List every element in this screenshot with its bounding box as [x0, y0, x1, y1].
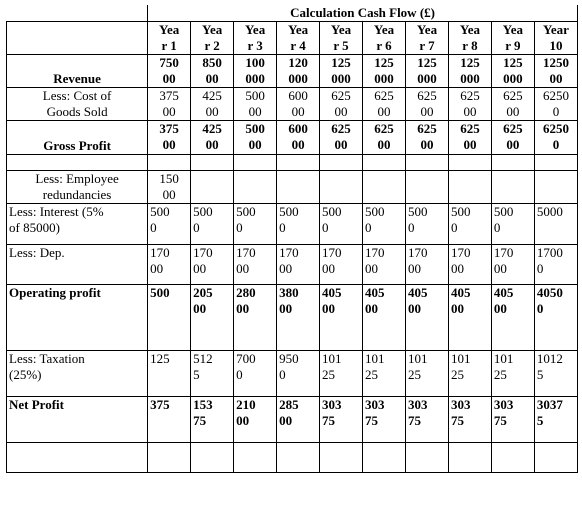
cogs-cell: 6250 0	[534, 88, 577, 121]
taxation-cell: 512 5	[191, 351, 234, 397]
table-title: Calculation Cash Flow (£)	[148, 5, 578, 22]
operating-profit-cell: 205 00	[191, 285, 234, 351]
revenue-cell: 125 000	[448, 55, 491, 88]
cash-flow-table	[6, 5, 578, 473]
revenue-cell: 125 000	[320, 55, 363, 88]
net-profit-cell: 285 00	[277, 397, 320, 443]
taxation-cell: 101 25	[363, 351, 406, 397]
revenue-cell: 850 00	[191, 55, 234, 88]
taxation-cell: 1012 5	[534, 351, 577, 397]
operating-profit-cell: 280 00	[234, 285, 277, 351]
revenue-cell: 125 000	[491, 55, 534, 88]
interest-label: Less: Interest (5% of 85000)	[7, 204, 148, 245]
net-profit-cell: 303 75	[491, 397, 534, 443]
gross-profit-label: Gross Profit	[7, 121, 148, 155]
cogs-cell: 625 00	[363, 88, 406, 121]
net-profit-cell: 303 75	[320, 397, 363, 443]
operating-profit-cell: 405 00	[491, 285, 534, 351]
revenue-cell: 1250 00	[534, 55, 577, 88]
gross-profit-cell: 625 00	[448, 121, 491, 155]
revenue-cell: 750 00	[148, 55, 191, 88]
year-header-7: Yea r 7	[405, 22, 448, 55]
dep-cell: 170 00	[405, 245, 448, 285]
revenue-cell: 120 000	[277, 55, 320, 88]
gross-profit-cell: 600 00	[277, 121, 320, 155]
revenue-cell: 125 000	[405, 55, 448, 88]
gross-profit-cell: 500 00	[234, 121, 277, 155]
interest-cell: 500 0	[277, 204, 320, 245]
year-header-9: Yea r 9	[491, 22, 534, 55]
interest-cell: 500 0	[234, 204, 277, 245]
cogs-row	[7, 88, 578, 121]
taxation-label: Less: Taxation (25%)	[7, 351, 148, 397]
dep-cell: 1700 0	[534, 245, 577, 285]
cogs-cell: 425 00	[191, 88, 234, 121]
revenue-label: Revenue	[7, 55, 148, 88]
gross-profit-cell: 375 00	[148, 121, 191, 155]
year-header-4: Yea r 4	[277, 22, 320, 55]
interest-cell: 500 0	[448, 204, 491, 245]
taxation-cell: 101 25	[448, 351, 491, 397]
operating-profit-cell: 500	[148, 285, 191, 351]
interest-cell: 500 0	[491, 204, 534, 245]
gross-profit-cell: 625 00	[405, 121, 448, 155]
net-profit-cell: 210 00	[234, 397, 277, 443]
dep-cell: 170 00	[320, 245, 363, 285]
net-profit-cell: 303 75	[363, 397, 406, 443]
operating-profit-row	[7, 285, 578, 351]
interest-cell: 500 0	[191, 204, 234, 245]
net-profit-row	[7, 397, 578, 443]
operating-profit-cell: 4050 0	[534, 285, 577, 351]
revenue-row	[7, 55, 578, 88]
year-header-3: Yea r 3	[234, 22, 277, 55]
taxation-cell: 101 25	[320, 351, 363, 397]
taxation-row	[7, 351, 578, 397]
dep-cell: 170 00	[491, 245, 534, 285]
net-profit-cell: 303 75	[448, 397, 491, 443]
redundancies-row	[7, 171, 578, 204]
interest-cell: 500 0	[363, 204, 406, 245]
revenue-cell: 125 000	[363, 55, 406, 88]
net-profit-cell: 3037 5	[534, 397, 577, 443]
cogs-cell: 625 00	[491, 88, 534, 121]
taxation-cell: 125	[148, 351, 191, 397]
cogs-cell: 625 00	[448, 88, 491, 121]
dep-cell: 170 00	[277, 245, 320, 285]
dep-cell: 170 00	[191, 245, 234, 285]
interest-cell: 5000	[534, 204, 577, 245]
net-profit-cell: 303 75	[405, 397, 448, 443]
gross-profit-cell: 6250 0	[534, 121, 577, 155]
redundancies-cell: 150 00	[148, 171, 191, 204]
dep-cell: 170 00	[148, 245, 191, 285]
operating-profit-cell: 405 00	[405, 285, 448, 351]
year-header-1: Yea r 1	[148, 22, 191, 55]
operating-profit-label: Operating profit	[7, 285, 148, 351]
cogs-cell: 500 00	[234, 88, 277, 121]
year-header-10: Year 10	[534, 22, 577, 55]
taxation-cell: 101 25	[491, 351, 534, 397]
dep-cell: 170 00	[448, 245, 491, 285]
gross-profit-row	[7, 121, 578, 155]
cogs-cell: 625 00	[320, 88, 363, 121]
gross-profit-cell: 625 00	[491, 121, 534, 155]
taxation-cell: 101 25	[405, 351, 448, 397]
year-header-6: Yea r 6	[363, 22, 406, 55]
year-header-5: Yea r 5	[320, 22, 363, 55]
net-profit-cell: 153 75	[191, 397, 234, 443]
year-header-2: Yea r 2	[191, 22, 234, 55]
net-profit-label: Net Profit	[7, 397, 148, 443]
taxation-cell: 950 0	[277, 351, 320, 397]
header-blank-cell	[7, 22, 148, 55]
interest-row	[7, 204, 578, 245]
revenue-cell: 100 000	[234, 55, 277, 88]
gross-profit-cell: 625 00	[320, 121, 363, 155]
redundancies-label: Less: Employee redundancies	[7, 171, 148, 204]
cash-flow-table-container	[6, 5, 578, 473]
gross-profit-cell: 425 00	[191, 121, 234, 155]
year-header-8: Yea r 8	[448, 22, 491, 55]
dep-row	[7, 245, 578, 285]
taxation-cell: 700 0	[234, 351, 277, 397]
interest-cell: 500 0	[148, 204, 191, 245]
cogs-cell: 600 00	[277, 88, 320, 121]
empty-row	[7, 443, 578, 473]
cogs-cell: 375 00	[148, 88, 191, 121]
gross-profit-cell: 625 00	[363, 121, 406, 155]
header-row	[7, 22, 578, 55]
operating-profit-cell: 405 00	[320, 285, 363, 351]
dep-cell: 170 00	[363, 245, 406, 285]
operating-profit-cell: 405 00	[448, 285, 491, 351]
interest-cell: 500 0	[320, 204, 363, 245]
interest-cell: 500 0	[405, 204, 448, 245]
spacer-row	[7, 155, 578, 171]
operating-profit-cell: 380 00	[277, 285, 320, 351]
net-profit-cell: 375	[148, 397, 191, 443]
operating-profit-cell: 405 00	[363, 285, 406, 351]
cogs-label: Less: Cost of Goods Sold	[7, 88, 148, 121]
dep-label: Less: Dep.	[7, 245, 148, 285]
dep-cell: 170 00	[234, 245, 277, 285]
cogs-cell: 625 00	[405, 88, 448, 121]
